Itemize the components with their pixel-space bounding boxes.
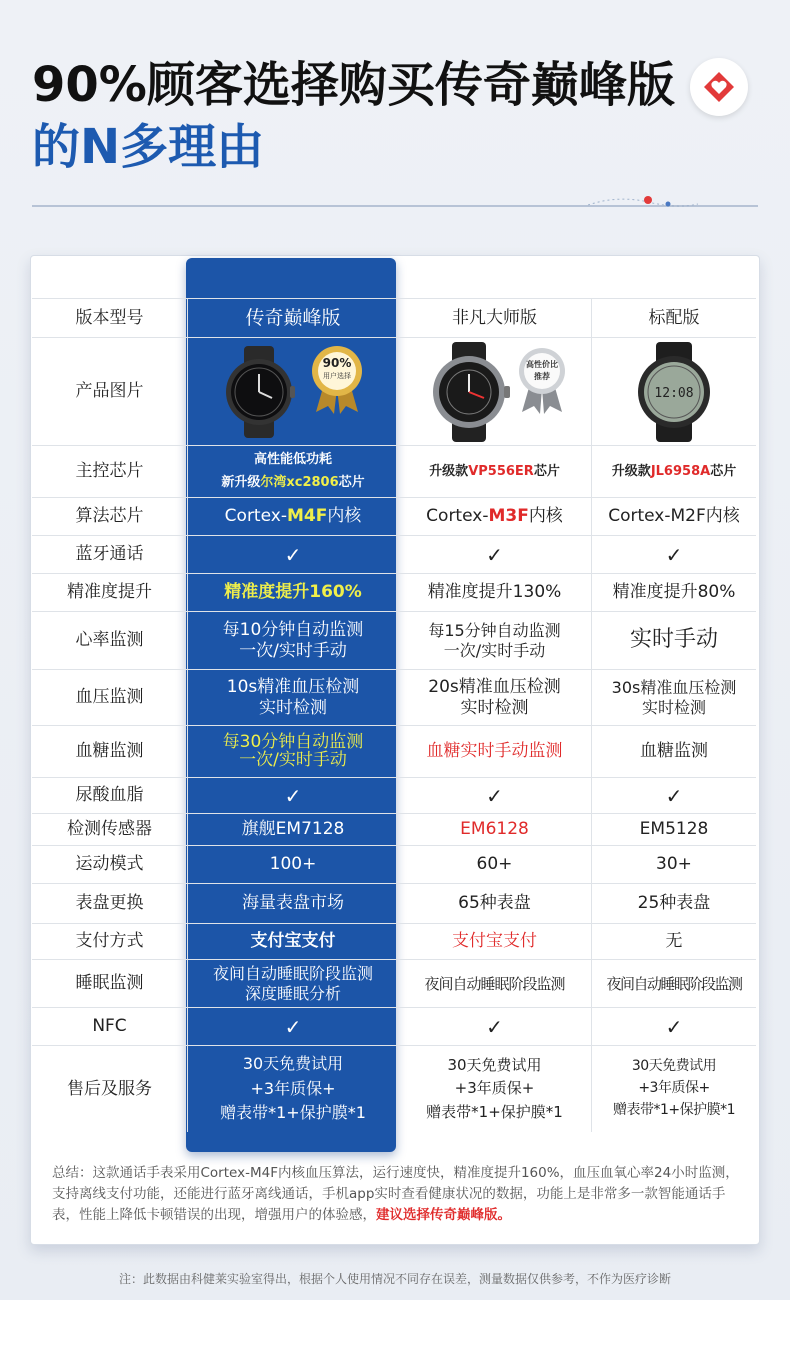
table-row [32, 778, 756, 814]
bp-col3-line1: 30s精准血压检测 [611, 678, 737, 698]
service-col2-line3: 赠表带*1+保护膜*1 [426, 1102, 563, 1121]
chip-col1-line1: 高性能低功耗 [253, 452, 332, 468]
table-row [32, 498, 756, 536]
header-col1: 传奇巅峰版 [245, 306, 341, 329]
header-col3: 标配版 [648, 307, 700, 328]
row-label: 主控芯片 [32, 446, 188, 497]
summary-text [52, 1163, 746, 1226]
accuracy-col2: 精准度提升130% [398, 574, 592, 611]
table-row [32, 612, 756, 670]
bs-col3: 血糖监测 [640, 741, 708, 762]
table-row [32, 726, 756, 778]
table-row [32, 814, 756, 846]
table-row [32, 1046, 756, 1132]
check-icon: ✓ [665, 1014, 683, 1039]
table-row [32, 446, 756, 498]
summary-highlight: 建议选择传奇巅峰版。 [376, 1207, 511, 1223]
row-label: 血糖监测 [32, 726, 188, 777]
check-icon: ✓ [398, 778, 592, 813]
divider-decoration [588, 190, 698, 220]
medal-text-2: 用户选择 [323, 372, 351, 380]
row-label: NFC [32, 1008, 188, 1045]
hr-col2-line2: 一次/实时手动 [443, 640, 546, 660]
pay-col3: 无 [665, 931, 683, 952]
algo-col1-prefix: Cortex- [224, 506, 287, 527]
service-col1 [188, 1046, 398, 1132]
service-col2-line1: 30天免费试用 [447, 1056, 542, 1075]
bp-col1-line1: 10s精准血压检测 [226, 677, 360, 698]
row-label: 睡眠监测 [32, 960, 188, 1007]
bs-col1 [188, 726, 398, 777]
algo-col3: Cortex-M2F内核 [608, 506, 740, 527]
bs-col1-line1: 每30分钟自动监测 [222, 731, 364, 752]
hr-col2-line1: 每15分钟自动监测 [428, 621, 561, 641]
watch-image-col1 [214, 346, 304, 438]
medal2-text-1: 高性价比 [526, 360, 558, 369]
row-label: 血压监测 [32, 670, 188, 725]
table-row [32, 846, 756, 884]
service-col1-line2: +3年质保+ [250, 1078, 336, 1098]
bp-col2-line2: 实时检测 [460, 697, 529, 718]
watch-image-col2 [424, 342, 514, 442]
service-col3-line2: +3年质保+ [638, 1080, 710, 1097]
table-header-row [32, 298, 756, 338]
chip-col3-prefix: 升级款 [611, 463, 651, 479]
dial-col2: 65种表盘 [398, 884, 592, 923]
service-col3 [592, 1046, 756, 1132]
red-diamond-heart-icon [702, 70, 736, 104]
watch-image-col3 [624, 342, 724, 442]
check-icon: ✓ [284, 542, 302, 567]
chip-col1-prefix: 新升级 [221, 474, 261, 490]
summary-body: 总结：这款通话手表采用Cortex-M4F内核血压算法，运行速度快，精准度提升160%，血压血氧心率24小时监测，支持离线支付功能，还能进行蓝牙离线通话，手机app实时查看健康状况的数据，功能上是非常多一款智能通话手表，性能上降低卡顿错误的出现，增强用户的体验感， [52, 1165, 739, 1223]
hr-col3: 实时手动 [629, 627, 718, 653]
check-icon: ✓ [284, 783, 302, 808]
service-col2 [398, 1046, 592, 1132]
check-icon: ✓ [398, 536, 592, 573]
algo-col2-highlight: M3F [488, 506, 529, 527]
table-row [32, 574, 756, 612]
check-icon: ✓ [665, 542, 683, 567]
watch-screen-text: 12:08 [654, 385, 694, 401]
dial-col1: 海量表盘市场 [242, 893, 344, 914]
service-col3-line1: 30天免费试用 [631, 1058, 717, 1075]
accuracy-col1: 精准度提升160% [224, 582, 362, 603]
pay-col1: 支付宝支付 [250, 931, 336, 952]
row-label: 售后及服务 [32, 1046, 188, 1132]
medal-text-1: 90% [322, 356, 352, 370]
sleep-col1-line2: 深度睡眠分析 [244, 983, 341, 1003]
page-title-line1: 90%顾客选择购买传奇巅峰版 [32, 57, 675, 113]
sleep-col2: 夜间自动睡眠阶段监测 [398, 960, 592, 1007]
product-image-col2 [398, 338, 592, 445]
bp-col1 [188, 670, 398, 725]
row-label: 支付方式 [32, 924, 188, 959]
sensor-col2: EM6128 [398, 814, 592, 845]
table-row [32, 1008, 756, 1046]
sleep-col1-line1: 夜间自动睡眠阶段监测 [212, 964, 373, 984]
bp-col2 [398, 670, 592, 725]
row-label: 心率监测 [32, 612, 188, 669]
algo-col1 [188, 498, 398, 535]
algo-col1-suffix: 内核 [327, 506, 362, 527]
table-row [32, 670, 756, 726]
table-row [32, 924, 756, 960]
row-label: 蓝牙通话 [32, 536, 188, 573]
chip-col3 [592, 446, 756, 497]
service-col3-line3: 赠表带*1+保护膜*1 [612, 1101, 736, 1118]
chip-col3-highlight: JL6958A [650, 463, 711, 479]
row-label: 运动模式 [32, 846, 188, 883]
chip-col1-suffix: 芯片 [338, 474, 365, 490]
row-label: 精准度提升 [32, 574, 188, 611]
product-image-col3 [592, 338, 756, 445]
bp-col2-line1: 20s精准血压检测 [428, 677, 561, 698]
sleep-col1 [188, 960, 398, 1007]
algo-col2-suffix: 内核 [528, 506, 563, 527]
table-row [32, 884, 756, 924]
bs-col1-line2: 一次/实时手动 [239, 749, 347, 770]
header-col2: 非凡大师版 [398, 299, 592, 337]
product-image-col1 [188, 338, 398, 445]
disclaimer-note: 注：此数据由科健莱实验室得出，根据个人使用情况不同存在误差，测量数据仅供参考，不作为医疗诊断 [118, 1272, 671, 1286]
algo-col1-highlight: M4F [286, 506, 328, 527]
chip-col1 [188, 446, 398, 497]
bs-col2: 血糖实时手动监测 [398, 726, 592, 777]
row-label: 尿酸血脂 [32, 778, 188, 813]
brand-badge [690, 58, 748, 116]
bp-col3 [592, 670, 756, 725]
chip-col1-highlight: 尔湾xc2806 [260, 474, 339, 490]
dial-col3: 25种表盘 [637, 893, 711, 914]
hr-col1-line2: 一次/实时手动 [239, 640, 347, 661]
hr-col1 [188, 612, 398, 669]
hr-col1-line1: 每10分钟自动监测 [222, 620, 364, 641]
service-col1-line3: 赠表带*1+保护膜*1 [220, 1103, 366, 1123]
row-label: 产品图片 [32, 338, 188, 445]
check-icon: ✓ [398, 1008, 592, 1045]
chip-col2-suffix: 芯片 [533, 463, 560, 479]
table-row [32, 338, 756, 446]
sleep-col3: 夜间自动睡眠阶段监测 [606, 974, 742, 993]
sport-col1: 100+ [269, 854, 317, 875]
service-col2-line2: +3年质保+ [454, 1079, 535, 1098]
sport-col3: 30+ [656, 854, 692, 875]
chip-col1-line2 [221, 472, 364, 494]
sensor-col1: 旗舰EM7128 [241, 819, 345, 840]
chip-col2-highlight: VP556ER [468, 463, 534, 479]
medal2-text-2: 推荐 [534, 372, 550, 381]
pay-col2: 支付宝支付 [398, 924, 592, 959]
service-col1-line1: 30天免费试用 [242, 1053, 344, 1073]
comparison-table [32, 298, 756, 1132]
check-icon: ✓ [665, 783, 683, 808]
hr-col2 [398, 612, 592, 669]
algo-col2-prefix: Cortex- [426, 506, 489, 527]
row-label: 算法芯片 [32, 498, 188, 535]
table-row [32, 536, 756, 574]
chip-col3-suffix: 芯片 [710, 463, 737, 479]
algo-col2 [398, 498, 592, 535]
sport-col2: 60+ [398, 846, 592, 883]
accuracy-col3: 精准度提升80% [612, 582, 736, 603]
bp-col1-line2: 实时检测 [259, 697, 327, 718]
chip-col2 [398, 446, 592, 497]
chip-col2-prefix: 升级款 [429, 463, 469, 479]
bp-col3-line2: 实时检测 [641, 697, 706, 717]
table-row [32, 960, 756, 1008]
sensor-col3: EM5128 [639, 819, 709, 840]
page-title-line2: 的N多理由 [32, 119, 265, 175]
row-label: 表盘更换 [32, 884, 188, 923]
row-label: 检测传感器 [32, 814, 188, 845]
check-icon: ✓ [284, 1014, 302, 1039]
header-label: 版本型号 [32, 299, 188, 337]
